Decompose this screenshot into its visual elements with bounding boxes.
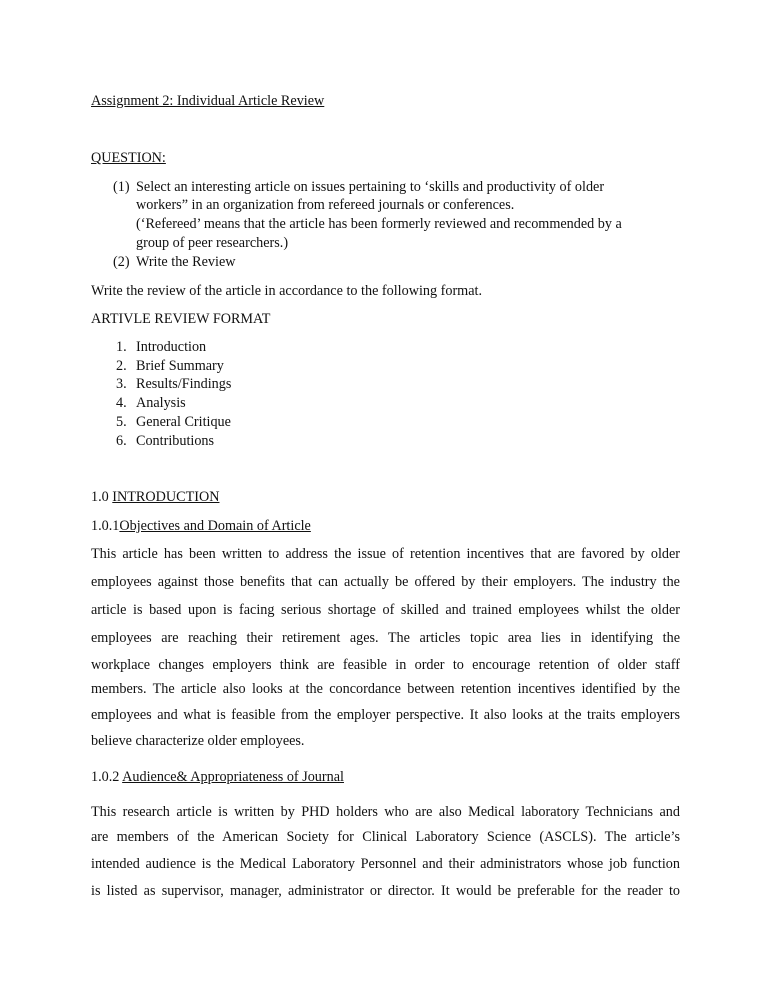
document-title [91,92,324,110]
format-item-number: 6. [116,433,127,449]
format-item-text: Contributions [136,433,215,449]
question-number-1: (1) [113,179,130,195]
document-title-text: Assignment 2: Individual Article Review [91,93,325,109]
paragraph-line: employees and what is feasible from the employer perspective. It also looks at the traits employers [91,707,680,723]
paragraph-line: employees are reaching their retirement ages. The articles topic area lies in identifying the [91,630,680,646]
section-title: INTRODUCTION [112,489,220,505]
paragraph-line: This research article is written by PHD holders who are also Medical laboratory Technicians and [91,804,680,820]
format-item-number: 3. [116,376,127,392]
question-1-line-4: group of peer researchers.) [136,235,289,251]
paragraph-line: This article has been written to address the issue of retention incentives that are favored by older [91,546,680,562]
paragraph-line: is listed as supervisor, manager, administrator or director. It would be preferable for the reader to [91,883,680,899]
paragraph-line: article is based upon is facing serious shortage of skilled and trained employees whilst the older [91,602,680,618]
format-item-text: General Critique [136,414,231,430]
question-number-2: (2) [113,254,130,270]
paragraph-line: workplace changes employers think are feasible in order to encourage retention of older staff [91,657,680,673]
format-item-text: Brief Summary [136,358,224,374]
format-item-text: Introduction [136,339,207,355]
subsection-number: 1.0.2 [91,769,123,785]
question-2-line-1: Write the Review [136,254,236,270]
paragraph-line: are members of the American Society for Clinical Laboratory Science (ASCLS). The article’s [91,829,680,845]
format-item-text: Results/Findings [136,376,232,392]
instruction-text: Write the review of the article in accordance to the following format. [91,283,482,299]
format-item-number: 2. [116,358,127,374]
format-item-number: 1. [116,339,127,355]
format-item-number: 5. [116,414,127,430]
subsection-number: 1.0.1 [91,518,120,534]
format-item-text: Analysis [136,395,186,411]
subsection-heading-audience [91,768,344,786]
subsection-heading-objectives [91,517,311,535]
format-item-number: 4. [116,395,127,411]
subsection-title: Audience& Appropriateness of Journal [122,769,344,785]
paragraph-line: members. The article also looks at the concordance between retention incentives identified by the [91,681,680,697]
paragraph-line: employees against those benefits that can actually be offered by their employers. The industry the [91,574,680,590]
section-heading-introduction [91,488,219,506]
question-heading [91,149,166,167]
format-heading: ARTIVLE REVIEW FORMAT [91,311,271,327]
section-number: 1.0 [91,489,113,505]
question-heading-text: QUESTION: [91,150,166,166]
question-1-line-2: workers” in an organization from refereed journals or conferences. [136,197,515,213]
subsection-title: Objectives and Domain of Article [119,518,311,534]
question-1-line-1: Select an interesting article on issues pertaining to ‘skills and productivity of older [136,179,605,195]
paragraph-line: believe characterize older employees. [91,733,305,749]
paragraph-line: intended audience is the Medical Laboratory Personnel and their administrators whose job function [91,856,680,872]
question-1-line-3: (‘Refereed’ means that the article has been formerly reviewed and recommended by a [136,216,622,232]
